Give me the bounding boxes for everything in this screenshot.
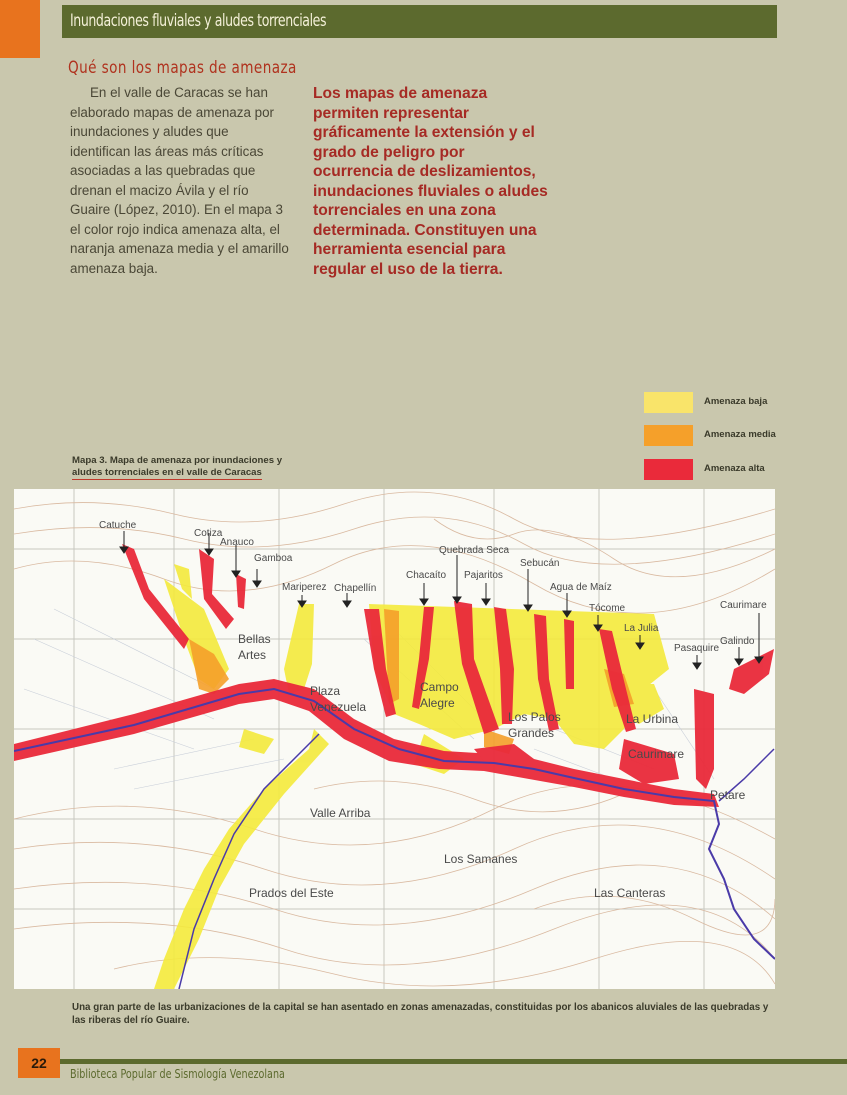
label-gamboa: Gamboa (254, 553, 293, 564)
label-cotiza: Cotiza (194, 528, 223, 539)
label-pasaquire: Pasaquire (674, 643, 720, 654)
label-valle-arriba: Valle Arriba (310, 806, 371, 820)
label-mariperez: Mariperez (282, 582, 327, 593)
hazard-map-graphic (14, 489, 775, 989)
label-agua-de-maiz: Agua de Maíz (550, 582, 612, 593)
map-caption-line2: aludes torrenciales en el valle de Caracas (72, 467, 262, 478)
label-los-palos-grandes: Los Palos Grandes (508, 710, 561, 740)
legend-item-alta (644, 459, 794, 481)
label-caurimare-quebrada: Caurimare (720, 600, 767, 611)
legend-swatch-alta (644, 459, 693, 480)
chapter-header (62, 5, 777, 38)
map-caption-line1: Mapa 3. Mapa de amenaza por inundaciones y (72, 455, 283, 466)
label-catuche: Catuche (99, 520, 137, 531)
label-bellas-artes: Bellas Artes (238, 632, 271, 662)
label-la-urbina: La Urbina (626, 712, 679, 726)
legend-item-media (644, 425, 794, 447)
label-galindo: Galindo (720, 636, 755, 647)
label-chacaito: Chacaíto (406, 570, 447, 581)
highlight-quote: Los mapas de amenaza permiten representar gráficamente la extensión y el grado de peligro por ocurrencia de deslizamientos, inundaciones fluviales o aludes torrenciales en una zona determinada. Constituyen una herramienta esencial para regular el uso de la tierra. (313, 85, 548, 278)
label-petare: Petare (710, 788, 746, 802)
map-contours (14, 492, 775, 986)
legend-label-alta: Amenaza alta (704, 463, 765, 474)
footer-series: Biblioteca Popular de Sismología Venezolana (70, 1067, 285, 1081)
section-title: Qué son los mapas de amenaza (68, 58, 297, 78)
map-caption (72, 455, 282, 479)
body-text (70, 83, 292, 278)
label-quebrada-seca: Quebrada Seca (439, 545, 510, 556)
label-prados-del-este: Prados del Este (249, 886, 334, 900)
orange-corner-tab (0, 0, 40, 58)
footer-bar (60, 1059, 847, 1064)
label-plaza-venezuela: Plaza Venezuela (310, 684, 367, 714)
label-los-samanes: Los Samanes (444, 852, 518, 866)
label-la-julia: La Julia (624, 623, 659, 634)
map-grid (14, 489, 775, 989)
label-chapellin: Chapellín (334, 583, 377, 594)
legend-swatch-media (644, 425, 693, 446)
label-anauco: Anauco (220, 537, 254, 548)
label-las-canteras: Las Canteras (594, 886, 666, 900)
legend-item-baja (644, 392, 794, 414)
label-tocome: Tócome (589, 603, 626, 614)
label-sebucan: Sebucán (520, 558, 560, 569)
label-caurimare: Caurimare (628, 747, 685, 761)
chapter-title: Inundaciones fluviales y aludes torrenciales (70, 11, 327, 31)
legend-swatch-baja (644, 392, 693, 413)
body-paragraph: En el valle de Caracas se han elaborado mapas de amenaza por inundaciones y aludes que identifican las áreas más críticas asociadas a las quebradas que drenan el macizo Ávila y el río Guaire (López, 2010). En el mapa 3 el color rojo indica amenaza alta, el naranja amenaza media y el amarillo amenaza baja. (70, 85, 289, 276)
label-campo-alegre: Campo Alegre (420, 680, 459, 710)
legend-label-baja: Amenaza baja (704, 396, 768, 407)
page-number: 22 (18, 1048, 60, 1078)
bottom-caption: Una gran parte de las urbanizaciones de la capital se han asentado en zonas amenazadas, constituidas por los abanicos aluviales de las quebradas y las riberas del río Guaire. (72, 1002, 769, 1026)
label-pajaritos: Pajaritos (464, 570, 503, 581)
legend-label-media: Amenaza media (704, 429, 776, 440)
hazard-map (14, 489, 775, 989)
